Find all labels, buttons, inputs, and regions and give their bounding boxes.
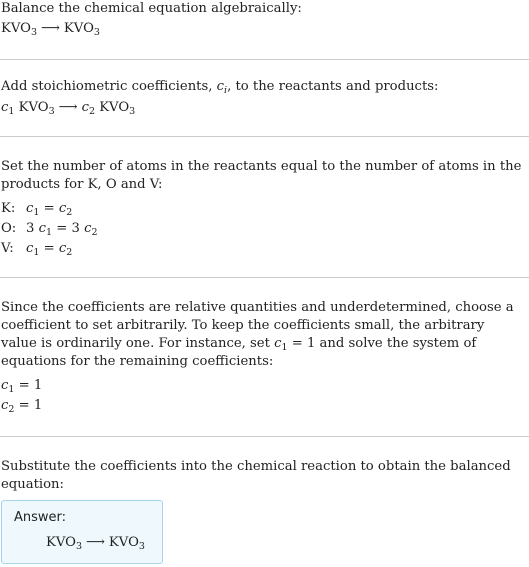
coefficient-equation: $c_1$ $KVO_3$ ⟶ $c_2$ $KVO_3$	[1, 100, 136, 117]
atom-equation-k: K: $c_1 = c_2$	[1, 201, 73, 218]
solution-c2: $c_2 = 1$	[1, 398, 43, 415]
coefficients-heading: Add stoichiometric coefficients, $c_i$, to the reactants and products:	[1, 79, 439, 96]
solution-c1: $c_1 = 1$	[1, 378, 43, 395]
product-formula: $KVO_3$	[63, 21, 100, 38]
balanced-equation: $KVO_3$ ⟶ $KVO_3$	[46, 535, 145, 552]
reaction-arrow: ⟶	[41, 21, 60, 36]
substitute-heading: Substitute the coefficients into the chemical reaction to obtain the balanced equation:	[1, 459, 511, 492]
answer-box	[1, 500, 163, 564]
unbalanced-equation	[1, 20, 100, 38]
atoms-heading: Set the number of atoms in the reactants equal to the number of atoms in the products for K, O and V:	[1, 159, 522, 192]
divider	[0, 136, 529, 137]
divider	[0, 436, 529, 437]
reactant-formula: $KVO_3$	[1, 21, 38, 38]
answer-label: Answer:	[14, 510, 67, 525]
arbitrary-coefficient-paragraph: Since the coefficients are relative quantities and underdetermined, choose a coefficient to set arbitrarily. To keep the coefficients small, the arbitrary value is ordinarily one. For instance, set $c_1 = 1$ and solve the system of equations for the remaining coefficients:	[1, 300, 514, 369]
reaction-arrow: ⟶	[86, 535, 105, 550]
reaction-arrow: ⟶	[58, 100, 78, 115]
divider	[0, 277, 529, 278]
atom-equation-o: O: 3 $c_1 = 3$ $c_2$	[1, 221, 98, 238]
intro-heading: Balance the chemical equation algebraically:	[1, 1, 302, 16]
atom-equation-v: V: $c_1 = c_2$	[1, 241, 73, 258]
divider	[0, 59, 529, 60]
